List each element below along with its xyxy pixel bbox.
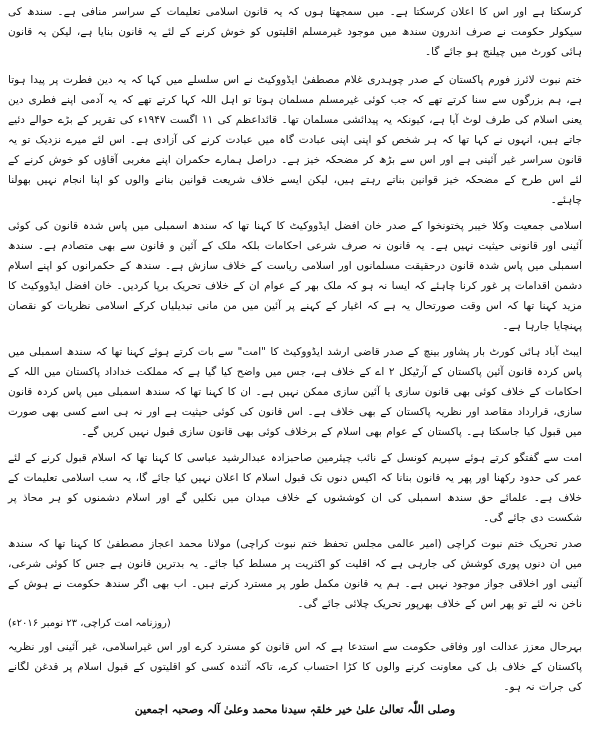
- paragraph-3: اسلامی جمعیت وکلا خیبر پختونخوا کے صدر خان افضل ایڈووکیٹ کا کہنا تھا کہ سندھ اسمبلی میں پاس شدہ قانون کی کوئی آئینی اور قانونی حیثیت نہیں ہے۔ یہ قانون نہ صرف شرعی احکامات بلکہ ملک کے آئین و قانون سے بھی متصادم ہے۔ سندھ اسمبلی میں پاس شدہ قانون درحقیقت مسلمانوں اور اسلامی ریاست کے خلاف سازش ہے۔ سندھ کے حکمرانوں کو اپنے اسلام دشمن اقدامات پر غور کرنا چاہئے کہ ایسا نہ ہو کہ ملک بھر کے عوام ان کے خلاف تحریک برپا کردیں۔ خان افضل ایڈووکیٹ کا مزید کہنا تھا کہ اس وقت صورتحال یہ ہے کہ اغیار کے کہنے پر آئین میں من مانی تبدیلیاں کرکے اسلامی نظریات کو نقصان پہنچایا جارہا ہے۔: [8, 220, 582, 332]
- closing-prayer: وصلی اللّٰہ تعالیٰ علیٰ خیر خلقہٖ سیدنا محمد وعلیٰ آلہ وصحبہ اجمعین: [134, 703, 456, 716]
- paragraph-6: صدر تحریک ختم نبوت کراچی (امیر عالمی مجلس تحفظ ختم نبوت کراچی) مولانا محمد اعجاز مصطفیٰ کا کہنا تھا کہ سندھ میں ان دنوں پوری کوشش کی جارہی ہے کہ اقلیت کو اکثریت پر مسلط کیا جائے۔ یہ بدترین قانون ہے جس کا کوئی شرعی، آئینی اور اخلاقی جواز موجود نہیں ہے۔ ہم یہ قانون مکمل طور پر مسترد کرتے ہیں۔ اب بھی اگر سندھ حکومت نے ہوش کے ناخن نہ لئے تو پھر اس کے خلاف بھرپور تحریک چلائی جائے گی۔: [8, 538, 582, 610]
- source-citation: (روزنامہ امت کراچی، ۲۳ نومبر ۲۰۱۶ء): [8, 618, 171, 629]
- conclusion-paragraph: بہرحال معزز عدالت اور وفاقی حکومت سے استدعا ہے کہ اس قانون کو مسترد کرے اور اس غیراسلامی، غیر آئینی اور نظریہ پاکستان کے خلاف بل کی معاونت کرنے والوں کا کڑا احتساب کرے، تاکہ آئندہ کسی کو اقلیتوں کے قبول اسلام پر قدغن لگانے کی جرات نہ ہو۔: [8, 641, 582, 693]
- paragraph-1: کرسکتا ہے اور اس کا اعلان کرسکتا ہے۔ میں سمجھتا ہوں کہ یہ قانون اسلامی تعلیمات کے سراسر منافی ہے۔ سندھ کی سیکولر حکومت نے صرف اندرون سندھ میں موجود غیرمسلم اقلیتوں کو خوش کرنے کے لئے یہ قانون بنایا ہے، لیکن یہ قانون ہائی کورٹ میں چیلنج ہو جائے گا۔: [8, 6, 582, 58]
- paragraph-5: امت سے گفتگو کرتے ہوئے سپریم کونسل کے نائب چیئرمین صاحبزادہ عبدالرشید عباسی کا کہنا تھا کہ اسلام قبول کرنے کے لئے عمر کی حدود رکھنا اور پھر یہ قانون بنانا کہ اکیس دنوں تک قبول اسلام کا اعلان نہیں کیا جائے گا، یہ سب اسلامی تعلیمات کے خلاف ہے۔ علمائے حق سندھ اسمبلی کی ان کوششوں کے خلاف میدان میں نکلیں گے اور اسلام دشمنوں کو ہر محاذ پر شکست دی جائے گی۔: [8, 452, 582, 524]
- paragraph-2: ختم نبوت لائرز فورم پاکستان کے صدر چوہدری غلام مصطفیٰ ایڈووکیٹ نے اس سلسلے میں کہا کہ یہ دین فطرت پر پیدا ہوتا ہے، ہم بزرگوں سے سنا کرتے تھے کہ جب کوئی غیرمسلم مسلمان ہوتا تو اہل اللہ کہا کرتے تھے کہ یہ آدمی اپنے فطری دین یعنی اسلام کی طرف لوٹ آیا ہے، کیونکہ یہ پیدائشی مسلمان تھا۔ قائداعظم کی ۱۱ اگست ۱۹۴۷ء کی تقریر کے بڑے حوالے دئیے جاتے ہیں، انہوں نے کہا تھا کہ ہر شخص کو اپنی اپنی عبادت گاہ میں عبادت کرنے کی آزادی ہے۔ اس لئے میرے نزدیک تو یہ قانون سراسر غیر آئینی ہے اور اس سے بڑھ کر مضحکہ خیز ہے۔ دراصل ہمارے حکمران اپنے مغربی آقاؤں کو خوش کرنے کے لئے اس طرح کے مضحکہ خیز قوانین بناتے رہتے ہیں، لیکن ایسے خلاف شریعت قوانین بنانے والوں کو اپنا انجام نہیں بھولنا چاہئے۔: [8, 74, 582, 206]
- paragraph-4: ایبٹ آباد ہائی کورٹ بار پشاور بینچ کے صدر قاضی ارشد ایڈووکیٹ کا "امت" سے بات کرتے ہوئے کہنا تھا کہ سندھ اسمبلی میں پاس کردہ قانون آئین پاکستان کے آرٹیکل ۲ اے کے خلاف ہے، جس میں واضح کیا گیا ہے کہ مملکت خداداد پاکستان میں اللہ کے احکامات کے خلاف کوئی بھی قانون سازی یا آئین سازی ممکن نہیں ہے۔ ان کا کہنا تھا کہ سندھ اسمبلی میں پاس کردہ قانون سازی، قرارداد مقاصد اور نظریہ پاکستان کے بھی خلاف ہے۔ اس قانون کی کوئی حیثیت ہے اور نہ ہی اسے کسی بھی صورت میں قبول کیا جاسکتا ہے۔ پاکستان کے عوام بھی اسلام کے برخلاف کوئی بھی قانون سازی قبول نہیں کریں گے۔: [8, 346, 582, 438]
